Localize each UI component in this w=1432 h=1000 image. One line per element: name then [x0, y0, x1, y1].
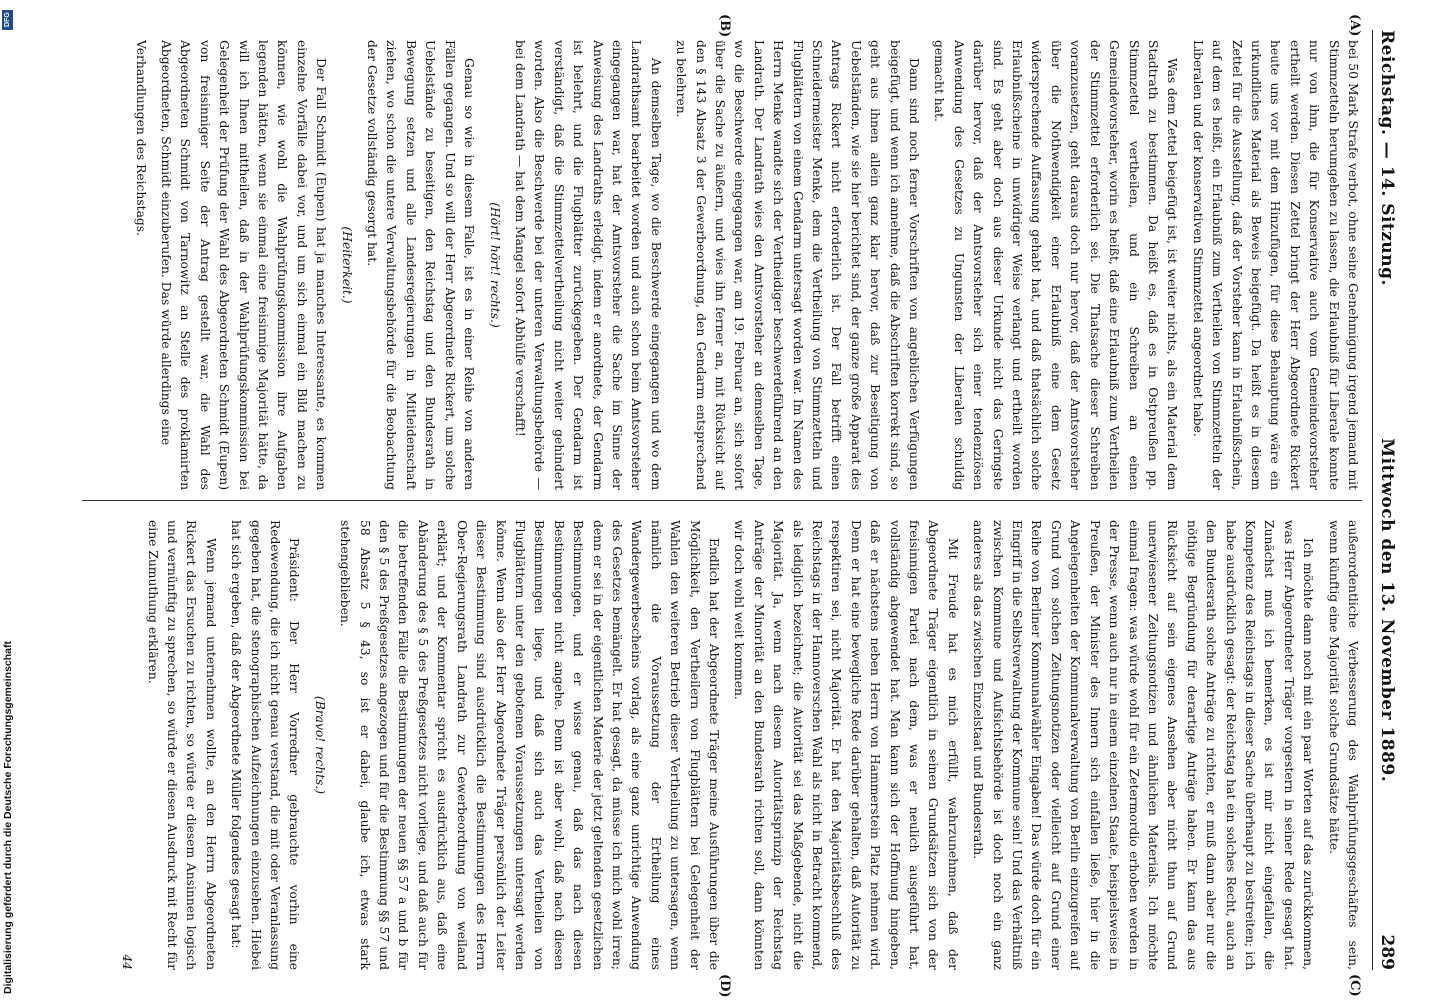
digitization-credit: Digitalisierung gefördert durch die Deutsche Forschungsgemeinschaft	[2, 641, 14, 994]
paragraph: Endlich hat der Abgeordnete Träger meine Ausführungen über die Möglichkeit, den Vertheilern von Flugblättern bei Gelegenheit der Wahlen den weiteren Betrieb dieser Vertheilung zu untersagen, wenn nämlich die Voraussetzung der Ertheilung eines Wandergewerbescheins vorlag, als eine ganz unrichtige Anwendung des Gesetzes bemängelt. Er hat gesagt, da müsse ich mich wohl irren; denn er sei in der eigentlichen Materie der jetzt geltenden gesetzlichen Bestimmungen, und er wisse genau, daß das nach diesen Bestimmungen nicht angehe. Denn ist aber wohl, daß nach diesen Bestimmungen liege, und daß sich auch das Vertheilen von Flugblättern unter den gebotenen Voraussetzungen untersagt werden könne. Wenn also der Herr Abgeordnete Träger persönlich der Leiter dieser Bestimmung sind ausdrücklich die Bestimmungen des Herrn Ober-Regierungsrath Landrath zur Gewerbeordnung von weiland erklärt; und der Kommentar spricht es ausdrücklich aus, daß eine Abänderung des § 5 des Preßgesetzes nicht vorliege, und daß auch für die betreffenden Fälle die Bestimmungen der neuen §§ 57 a und b für den § 5 des Preßgesetzes angezogen und für die Bestimmung §§ 57 und 58 Absatz 5 § 43, so ist er dabei, glaube ich, etwas stark stehengeblieben.	[338, 520, 721, 970]
paragraph: bei 50 Mark Strafe verbot, ohne seine Genehmigung irgend jemand mit Stimmzetteln herumgehen zu lassen, die Erlaubniß für Liberale konnte nur von ihm, die für Konservative auch vom Gemeindevorsteher ertheilt werden. Diesen Zettel bringt der Herr Abgeordnete Rickert heute uns vor mit dem Hinzufügen, für diese Behauptung wäre ein urkundliches Material als Beweis beigefügt. Da heißt es in diesem Zettel für die Ausstellung, daß der Vorsteher kann in Erlaubnißschein, auf dem es heißt, ein Erlaubniß zum Vertheilen von Stimmzetteln der Liberalen und der konservativen Stimmzettel angeordnet habe.	[1190, 40, 1360, 490]
paragraph: Mit Freude hat es mich erfüllt, wahrzunehmen, daß der Abgeordnete Träger eigentlich in seinen Grundsätzen sich von der freisinnigen Partei nach dem, was er neulich ausgeführt hat, vollständig abgewendet hat. Man kann sich der Hoffnung hingeben, daß er nächstens neben Herrn von Hammerstein Platz nehmen wird. Denn er hat eine bewegliche Rede darüber gehalten, daß Autorität zu respektiren sei, nicht Majorität. Er hat den Majoritätsbeschluß des Reichstags in der Hannoverschen Wahl als nicht in Betracht kommend, als lediglich bezeichnet; die Autorität sei das Maßgebende, nicht die Majorität. Ja, wenn nach diesem Autoritätsprinzip der Reichstag Anträge der Minorität an den Bundesrath richten soll, dann könnten wir doch wohl weit kommen.	[732, 520, 960, 970]
left-column	[72, 40, 1362, 490]
margin-marker-a: (A)	[1347, 14, 1362, 37]
header-date: Mittwoch den 13. November 1889.	[1377, 438, 1397, 783]
interjection: (Hört! hört! rechts.)	[487, 202, 502, 328]
right-column	[72, 520, 1362, 970]
paragraph: Genau so wie in diesem Falle, ist es in einer Reihe von anderen Fällen gegangen. Und so will der Herr Abgeordnete Rickert, um solche Uebelstände zu beseitigen, den Reichstag und den Bundesrath in Bewegung setzen und alle Landesregierungen in Mitleidenschaft ziehen, wo schon die untere Verwaltungsbehörde für die Beobachtung der Gesetze vollständig gesorgt hat.	[365, 40, 477, 490]
column-divider	[82, 500, 1362, 501]
margin-marker-c: (C)	[1347, 974, 1362, 997]
paragraph: Was dem Zettel beigefügt ist, ist weiter nichts, als ein Material dem Stadtrath zu bestimmen. Da heißt es, daß es in Ostpreußen pp. Stimmzettel vertheilen, und ein Schreiben an einen Gemeindevorsteher, worin es heißt, daß eine Erlaubniß zum Vertheilen der Stimmzettel erforderlich sei. Die Thatsache dieser Schreiben voranzusetzen, geht daraus doch nur hervor, daß der Amtsvorsteher über die Nothwendigkeit einer Erlaubniß eine dem Gesetz widersprechende Auffassung gehabt hat, und daß thatsächlich solche Erlaubnißscheine in unwidriger Weise verlangt und ertheilt worden sind. Es geht aber doch aus dieser Urkunde nicht das Geringste darüber hervor, daß der Amtsvorsteher sich einer tendenziösen Anwendung des Gesetzes zu Ungunsten der Liberalen schuldig gemacht hat.	[932, 40, 1180, 490]
paragraph: Präsident: Der Herr Vorredner gebrauchte vorhin eine Redewendung, die ich nicht genau verstand, die mit oder Veranlassung gegeben hat, die stenographischen Aufzeichnungen einzusehen. Hiebei hat sich ergeben, daß der Abgeordnete Müller folgendes gesagt hat:	[229, 520, 302, 970]
paragraph: Wenn jemand unternehmen wollte, an den Herrn Abgeordneten Rickert das Ersuchen zu richten, so würde er diesem Ansinnen logisch und vernünftig zu sprechen, so würde er diesen Ausdruck mit Recht für eine Zumuthung erklären.	[145, 520, 218, 970]
page-number: 289	[1377, 934, 1397, 970]
paragraph: Dann sind noch ferner Vorschriften von angeblichen Verfügungen beigefügt, und wenn ich annehme, daß die Abschriften korrekt sind, so geht aus ihnen allein ganz klar hervor, daß zur Beseitigung von Uebelständen, wie sie hier berichtet sind, der ganze große Apparat des Antrags Rickert nicht erforderlich ist. Der Fall betrifft einen Schneidermeister Menke, dem die Vertheilung von Stimmzetteln und Flugblättern von einem Gendarm untersagt worden war. Im Namen des Herrn Menke wandte sich der Vertheidiger beschwerdeführend an den Landrath. Der Landrath wies den Amtsvorsteher an demselben Tage, wo die Beschwerde eingegangen war, am 19. Februar an, sich sofort über die Sache zu äußern, und wies ihn ferner an, mit Rücksicht auf den § 143 Absatz 3 der Gewerbeordnung, den Gendarm entsprechend zu belehren.	[674, 40, 922, 490]
paragraph: Der Fall Schmidt (Eupen) hat ja manches Interessante, es kommen einzelne Vorfälle dabei vor, und um sich einmal ein Bild machen zu können, wie wohl die Wahlprüfungskommission ihre Aufgaben legenden hätten, wenn sie einmal eine freisinnige Majorität hätte, da will ich Ihnen mittheilen, daß in der Wahlprüfungskommission bei Gelegenheit der Prüfung der Wahl des Abgeordneten Schmidt (Eupen) von freisinniger Seite der Antrag gestellt war, die Wahl des Abgeordneten Schmidt von Tarnowitz an Stelle des proklamirten Abgeordneten, Schmidt einzuberufen. Das würde allerdings eine	[159, 40, 329, 490]
footer-trail: Verhandlungen des Reichstags.	[133, 40, 148, 237]
document-page	[16, 0, 1432, 1000]
margin-marker-d: (D)	[717, 974, 732, 998]
margin-marker-b: (B)	[717, 14, 732, 38]
page-header	[1372, 30, 1402, 970]
interjection: (Bravo! rechts.)	[312, 695, 327, 795]
sheet-signature: 44	[120, 954, 135, 970]
paragraph: Ich möchte dann noch mit ein paar Worten auf das zurückkommen, was Herr Abgeordneter Träger vorgestern in seiner Rede gesagt hat. Zunächst muß ich bemerken, es ist mir nicht eingefallen, die Kompetenz des Reichstags in dieser Sache überhaupt zu bestreiten; ich habe ausdrücklich gesagt: der Reichstag hat ein solches Recht, auch an den Bundesrath solche Anträge zu richten, er muß dann aber nur die nöthige Begründung für derartige Anträge haben. Er kann das aus Rücksicht auf sein eigenes Ansehen aber nicht thun auf Grund unerwiesener Zeitungsnotizen und ähnlichen Materials. Ich möchte einmal fragen: was würde wohl für ein Zetermordio erhoben werden in der Presse, wenn auch nur in einem einzelnen Staate, beispielsweise in Preußen, der Minister des Innern sich einfallen ließe, hier in die Angelegenheiten der Kommunalverwaltung von Berlin einzugreifen auf Grund von solchen Zeitungsnotizen oder vielleicht auf Grund einer Reihe von Berliner Kommunalwähler Eingaben! Das würde doch für ein Eingriff in die Selbstverwaltung der Kommune sein! Und das Verhältniß zwischen Kommune und Aufsichtsbehörde ist doch noch ein ganz anderes als das zwischen Einzelstaat und Bundesrath.	[971, 520, 1316, 970]
paragraph: außerordentliche Verbesserung des Wahlprüfungsgeschäftes sein, wenn künftig eine Majorität solche Grundsätze hätte.	[1326, 520, 1360, 970]
header-left: Reichstag. — 14. Sitzung.	[1377, 30, 1397, 286]
paragraph: An demselben Tage, wo die Beschwerde eingegangen und wo dem Landrathsamt bearbeitet worden und auch schon beim Amtsvorsteher eingegangen war, hat der Amtsvorsteher die Sache im Sinne der Anweisung des Landraths erledigt, indem er anordnete, der Gendarm ist belehrt, und die Flugblätter zurückgegeben. Der Gendarm ist verständigt, daß die Stimmzettelvertheilung nicht weiter gehindert worden. Also die Beschwerde bei der unteren Verwaltungsbehörde — bei dem Landrath — hat dem Mangel sofort Abhülfe verschafft!	[512, 40, 663, 490]
interjection: (Heiterkeit.)	[339, 226, 354, 304]
dfg-logo: DFG	[2, 10, 13, 30]
scan-credit-strip	[0, 0, 16, 1000]
